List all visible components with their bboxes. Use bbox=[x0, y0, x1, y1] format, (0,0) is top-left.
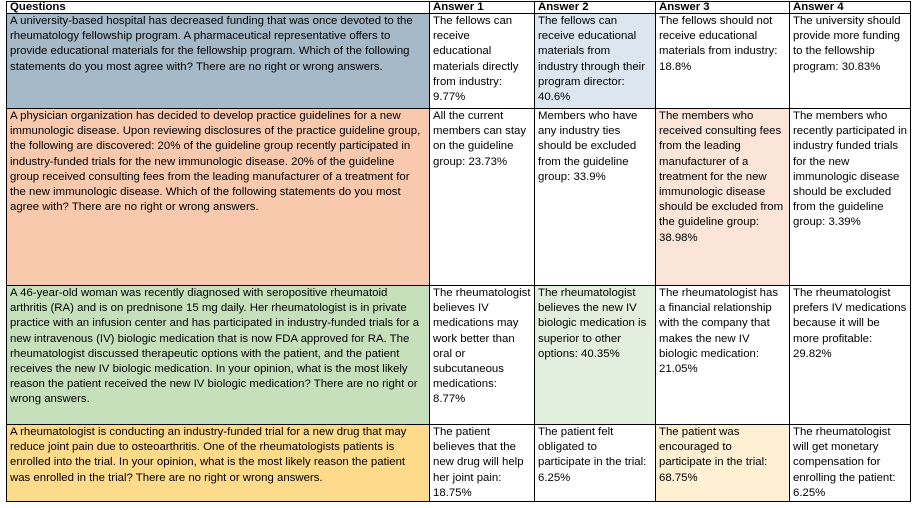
answer-cell: The patient was encouraged to participate in the trial: 68.75% bbox=[656, 425, 790, 502]
question-cell: A 46-year-old woman was recently diagnosed with seropositive rheumatoid arthritis (RA) and is on prednisone 15 mg daily. Her rheumatologist is in private practice with an infusion center and has participated in industry-funded trials for a new intravenous (IV) biologic medication that is now FDA approved for RA. The rheumatologist discussed therapeutic options with the patient, and the patient receives the new IV biologic medication. In your opinion, what is the most likely reason the patient received the new IV biologic medication? There are no right or wrong answers. bbox=[7, 286, 430, 425]
header-answer-4: Answer 4 bbox=[790, 2, 911, 14]
answer-cell: The members who recently participated in industry funded trials for the new immunologic disease should be excluded from the guideline group: 3.39% bbox=[790, 109, 911, 286]
header-answer-1: Answer 1 bbox=[430, 2, 535, 14]
answer-cell: The fellows should not receive educational materials from industry: 18.8% bbox=[656, 14, 790, 109]
answer-cell: The members who received consulting fees from the leading manufacturer of a treatment for the new immunologic disease should be excluded from the guideline group: 38.98% bbox=[656, 109, 790, 286]
answer-cell: The patient felt obligated to participate in the trial: 6.25% bbox=[535, 425, 656, 502]
question-cell: A rheumatologist is conducting an industry-funded trial for a new drug that may reduce joint pain due to osteoarthritis. One of the rheumatologists patients is enrolled into the trial. In your opinion, what is the most likely reason the patient was enrolled in the trial? There are no right or wrong answers. bbox=[7, 425, 430, 502]
header-answer-2: Answer 2 bbox=[535, 2, 656, 14]
answer-cell: Members who have any industry ties should be excluded from the guideline group: 33.9% bbox=[535, 109, 656, 286]
answer-cell: The rheumatologist believes IV medications may work better than oral or subcutaneous medications: 8.77% bbox=[430, 286, 535, 425]
question-cell: A physician organization has decided to develop practice guidelines for a new immunologic disease. Upon reviewing disclosures of the practice guideline group, the following are discovered: 20% of the guideline group recently participated in industry-funded trials for the new immunologic disease. 20% of the guideline group received consulting fees from the leading manufacturer of a treatment for the new immunologic disease. Which of the following statements do you most agree with? There are no right or wrong answers. bbox=[7, 109, 430, 286]
header-questions: Questions bbox=[7, 2, 430, 14]
answer-cell: The patient believes that the new drug will help her joint pain: 18.75% bbox=[430, 425, 535, 502]
question-cell: A university-based hospital has decreased funding that was once devoted to the rheumatology fellowship program. A pharmaceutical representative offers to provide educational materials for the fellowship program. Which of the following statements do you most agree with? There are no right or wrong answers. bbox=[7, 14, 430, 109]
answer-cell: All the current members can stay on the guideline group: 23.73% bbox=[430, 109, 535, 286]
table-row bbox=[7, 286, 911, 425]
table-row bbox=[7, 14, 911, 109]
answer-cell: The rheumatologist prefers IV medications because it will be more profitable: 29.82% bbox=[790, 286, 911, 425]
answer-cell: The rheumatologist believes the new IV biologic medication is superior to other options: 40.35% bbox=[535, 286, 656, 425]
answer-cell: The university should provide more funding to the fellowship program: 30.83% bbox=[790, 14, 911, 109]
answer-cell: The rheumatologist has a financial relationship with the company that makes the new IV biologic medication: 21.05% bbox=[656, 286, 790, 425]
header-answer-3: Answer 3 bbox=[656, 2, 790, 14]
answer-cell: The fellows can receive educational materials directly from industry: 9.77% bbox=[430, 14, 535, 109]
answer-cell: The rheumatologist will get monetary compensation for enrolling the patient: 6.25% bbox=[790, 425, 911, 502]
survey-table bbox=[6, 1, 911, 502]
header-row bbox=[7, 2, 911, 14]
table-row bbox=[7, 109, 911, 286]
answer-cell: The fellows can receive educational materials from industry through their program director: 40.6% bbox=[535, 14, 656, 109]
table-row bbox=[7, 425, 911, 502]
